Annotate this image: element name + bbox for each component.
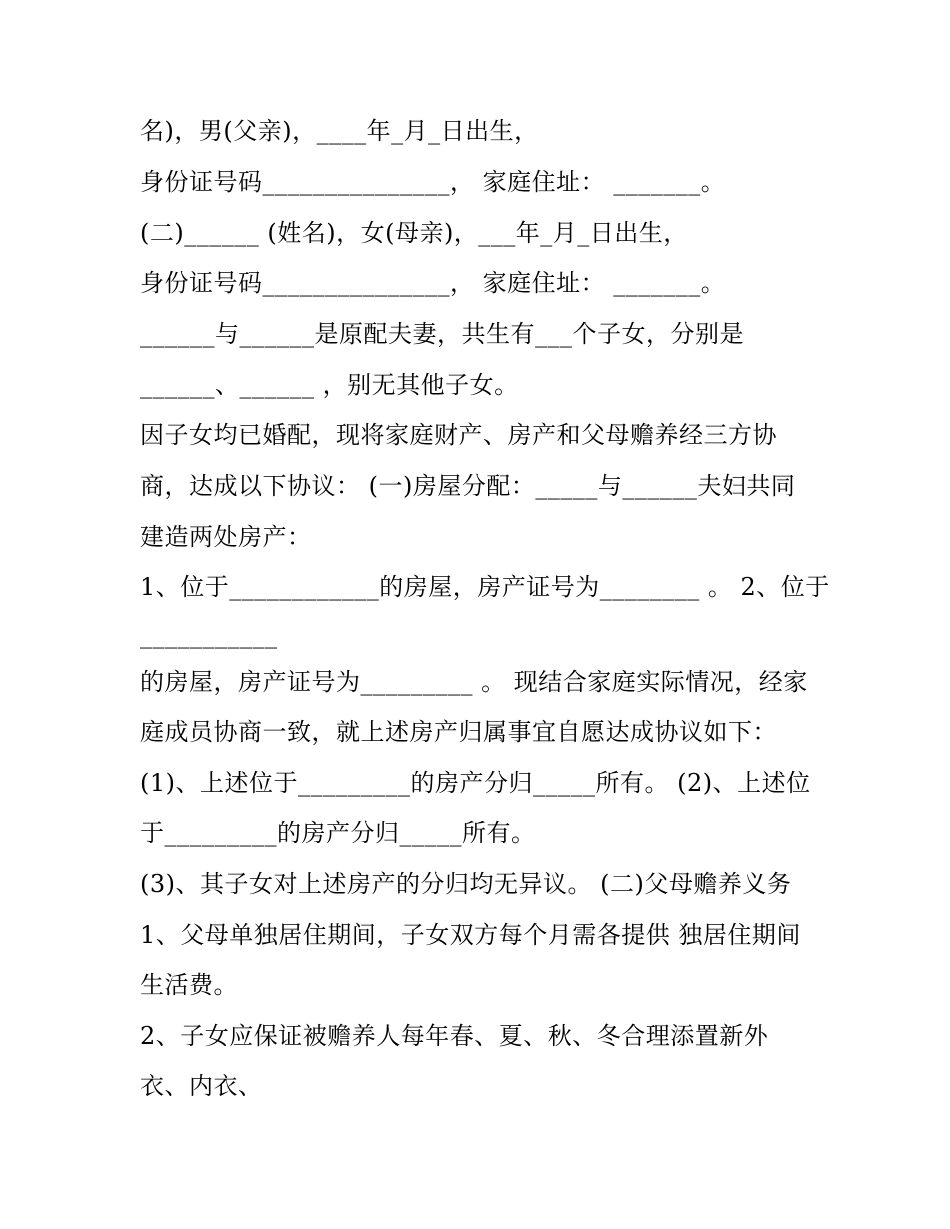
text-line: 庭成员协商一致，就上述房产归属事宜自愿达成协议如下： bbox=[140, 718, 777, 746]
text-line: ______、______ ，别无其他子女。 bbox=[140, 371, 519, 399]
text-line: 身份证号码_______________， 家庭住址： _______。 bbox=[140, 168, 726, 196]
text-line: (二)______ (姓名)，女(母亲)，___年_月_日出生， bbox=[140, 219, 688, 247]
text-line: 生活费。 bbox=[140, 971, 238, 999]
text-line: 衣、内衣、 bbox=[140, 1072, 263, 1100]
text-line: 名)，男(父亲)，____年_月_日出生， bbox=[140, 117, 539, 145]
text-line: 于_________的房产分归_____所有。 bbox=[140, 819, 536, 847]
text-line: 的房屋，房产证号为_________ 。 现结合家庭实际情况，经家 bbox=[140, 668, 808, 696]
text-line: 身份证号码_______________， 家庭住址： _______。 bbox=[140, 269, 726, 297]
text-line: 因子女均已婚配，现将家庭财产、房产和父母赡养经三方协 bbox=[140, 421, 777, 449]
text-line: ______与______是原配夫妻，共生有___个子女，分别是 bbox=[140, 320, 744, 348]
text-line: (3)、其子女对上述房产的分归均无异议。 (二)父母赡养义务 bbox=[140, 870, 792, 898]
text-line: 商，达成以下协议： (一)房屋分配：_____与______夫妇共同 bbox=[140, 472, 796, 500]
text-line: 1、位于____________的房屋，房产证号为________ 。 2、位于 bbox=[140, 573, 830, 601]
text-line: ___________ bbox=[140, 621, 278, 649]
text-line: 建造两处房产： bbox=[140, 523, 312, 551]
text-line: 2、子女应保证被赡养人每年春、夏、秋、冬合理添置新外 bbox=[140, 1022, 769, 1050]
text-line: (1)、上述位于_________的房产分归_____所有。 (2)、上述位 bbox=[140, 769, 811, 797]
text-line: 1、父母单独居住期间，子女双方每个月需各提供 独居住期间 bbox=[140, 921, 801, 949]
